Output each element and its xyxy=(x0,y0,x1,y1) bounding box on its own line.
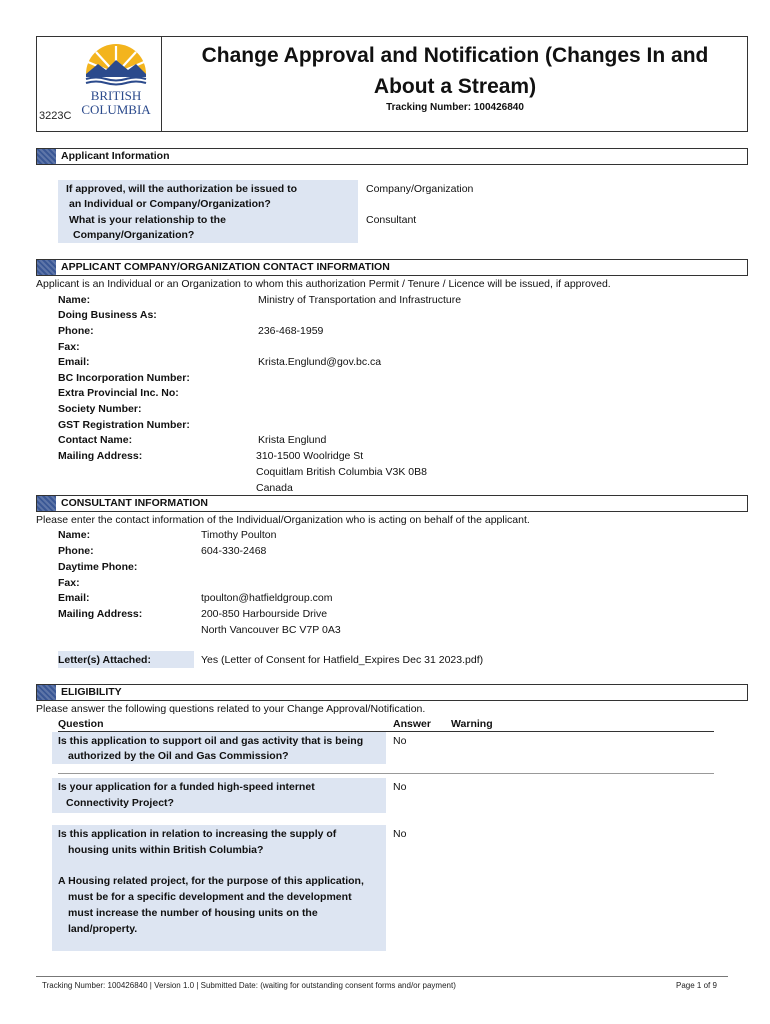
q-authorization-line1: If approved, will the authorization be issued to xyxy=(66,183,298,195)
eligibility-intro: Please answer the following questions related to your Change Approval/Notification. xyxy=(36,703,426,715)
consultant-name-value: Timothy Poulton xyxy=(201,529,277,541)
title-line-1: Change Approval and Notification (Changes In and xyxy=(201,44,709,67)
row-rule xyxy=(58,773,714,774)
consultant-email-value: tpoulton@hatfieldgroup.com xyxy=(201,592,333,604)
header-divider xyxy=(161,36,162,132)
company-contact-value: Krista Englund xyxy=(258,434,327,446)
consultant-label-daytime: Daytime Phone: xyxy=(58,561,138,573)
section-title: Applicant Information xyxy=(61,150,170,162)
company-label-dba: Doing Business As: xyxy=(58,309,157,321)
consultant-address-line2: North Vancouver BC V7P 0A3 xyxy=(201,624,341,636)
q3-line1: Is this application in relation to increasing the supply of xyxy=(58,828,337,840)
section-square-icon xyxy=(37,260,56,275)
company-label-society: Society Number: xyxy=(58,403,142,415)
company-label-fax: Fax: xyxy=(58,341,80,353)
a-relationship: Consultant xyxy=(366,214,417,226)
company-email-value: Krista.Englund@gov.bc.ca xyxy=(258,356,382,368)
company-address-line1: 310-1500 Woolridge St xyxy=(256,450,364,462)
q3-line2: housing units within British Columbia? xyxy=(68,844,264,856)
note-line4: land/property. xyxy=(68,923,138,935)
consultant-label-fax: Fax: xyxy=(58,577,80,589)
q1-line1: Is this application to support oil and gas activity that is being xyxy=(58,735,364,747)
consultant-intro: Please enter the contact information of the Individual/Organization who is acting on behalf of the applicant. xyxy=(36,514,530,526)
section-consultant xyxy=(36,495,748,512)
col-question: Question xyxy=(58,718,104,730)
company-label-address: Mailing Address: xyxy=(58,450,143,462)
q-authorization-line2: an Individual or Company/Organization? xyxy=(69,198,271,210)
col-warning: Warning xyxy=(451,718,493,730)
company-label-bc-inc: BC Incorporation Number: xyxy=(58,372,190,384)
page-number: Page 1 of 9 xyxy=(676,981,717,990)
section-title: CONSULTANT INFORMATION xyxy=(61,497,208,509)
company-label-contact: Contact Name: xyxy=(58,434,133,446)
consultant-phone-value: 604-330-2468 xyxy=(201,545,267,557)
company-label-gst: GST Registration Number: xyxy=(58,419,190,431)
a-authorization: Company/Organization xyxy=(366,183,474,195)
company-name-value: Ministry of Transportation and Infrastructure xyxy=(258,294,462,306)
q1-line2: authorized by the Oil and Gas Commission? xyxy=(68,750,289,762)
q1-answer: No xyxy=(393,735,407,747)
footer-rule xyxy=(36,976,728,977)
section-square-icon xyxy=(37,685,56,700)
section-company-contact xyxy=(36,259,748,276)
logo-line-2: COLUMBIA xyxy=(81,102,151,117)
company-label-extra-prov: Extra Provincial Inc. No: xyxy=(58,387,179,399)
section-eligibility xyxy=(36,684,748,701)
logo-line-1: BRITISH xyxy=(90,88,142,103)
col-answer: Answer xyxy=(393,718,431,730)
company-address-line3: Canada xyxy=(256,482,293,494)
company-phone-value: 236-468-1959 xyxy=(258,325,324,337)
company-label-name: Name: xyxy=(58,294,91,306)
company-label-phone: Phone: xyxy=(58,325,94,337)
company-label-email: Email: xyxy=(58,356,90,368)
company-address-line2: Coquitlam British Columbia V3K 0B8 xyxy=(256,466,427,478)
bc-sun-mountains-icon xyxy=(74,42,158,118)
q2-answer: No xyxy=(393,781,407,793)
section-square-icon xyxy=(37,496,56,511)
tracking-number: Tracking Number: 100426840 xyxy=(386,102,524,113)
letters-label: Letter(s) Attached: xyxy=(58,654,151,666)
q-relationship-line2: Company/Organization? xyxy=(73,229,195,241)
note-line3: must increase the number of housing units on the xyxy=(68,907,318,919)
section-title: APPLICANT COMPANY/ORGANIZATION CONTACT INFORMATION xyxy=(61,261,390,273)
section-square-icon xyxy=(37,149,56,164)
company-intro: Applicant is an Individual or an Organization to whom this authorization Permit / Tenure / Licence will be issued, if approved. xyxy=(36,278,611,290)
bc-logo xyxy=(74,42,158,118)
consultant-label-name: Name: xyxy=(58,529,91,541)
consultant-label-email: Email: xyxy=(58,592,90,604)
q3-answer: No xyxy=(393,828,407,840)
consultant-address-line1: 200-850 Harbourside Drive xyxy=(201,608,328,620)
q2-line2: Connectivity Project? xyxy=(66,797,174,809)
letters-value: Yes (Letter of Consent for Hatfield_Expires Dec 31 2023.pdf) xyxy=(201,654,484,666)
consultant-label-address: Mailing Address: xyxy=(58,608,143,620)
note-line1: A Housing related project, for the purpose of this application, xyxy=(58,875,364,887)
note-line2: must be for a specific development and the development xyxy=(68,891,352,903)
section-title: ELIGIBILITY xyxy=(61,686,122,698)
q2-line1: Is your application for a funded high-speed internet xyxy=(58,781,315,793)
consultant-label-phone: Phone: xyxy=(58,545,94,557)
footer-info: Tracking Number: 100426840 | Version 1.0 | Submitted Date: (waiting for outstanding consent forms and/or payment) xyxy=(42,981,456,990)
q-relationship-line1: What is your relationship to the xyxy=(69,214,226,226)
section-applicant-information xyxy=(36,148,748,165)
form-number: 3223C xyxy=(39,110,72,122)
title-line-2: About a Stream) xyxy=(373,75,537,98)
page-title xyxy=(175,40,735,102)
